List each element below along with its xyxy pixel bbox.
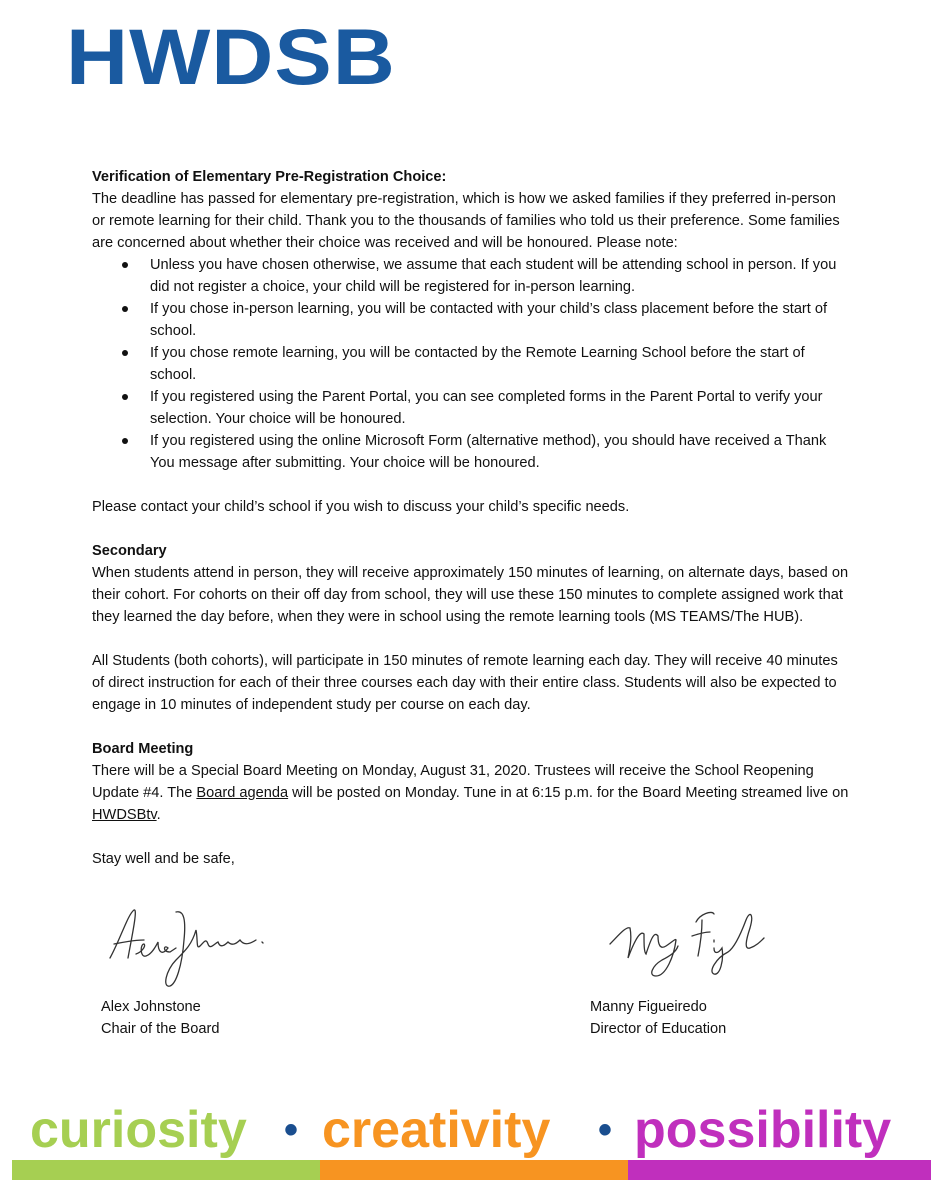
list-item: If you chose remote learning, you will be contacted by the Remote Learning School before the start of school. xyxy=(92,342,852,386)
footer-tagline xyxy=(30,1098,930,1162)
signoff: Stay well and be safe, xyxy=(92,851,235,867)
verification-closing: Please contact your child’s school if you wish to discuss your child’s specific needs. xyxy=(92,499,630,515)
footer-word-curiosity: curiosity xyxy=(30,1101,247,1159)
section-heading-secondary: Secondary xyxy=(92,543,167,559)
section-heading-verification: Verification of Elementary Pre-Registration Choice: xyxy=(92,169,447,185)
list-item: If you registered using the Parent Portal, you can see completed forms in the Parent Portal to verify your selection. Your choice will be honoured. xyxy=(92,386,852,430)
signatory-title: Chair of the Board xyxy=(101,1021,220,1037)
board-text-2: will be posted on Monday. Tune in at 6:15 p.m. for the Board Meeting streamed live on xyxy=(288,785,849,801)
hwdsbtv-link[interactable]: HWDSBtv xyxy=(92,807,157,823)
signatory-left xyxy=(101,996,219,1040)
verification-intro: The deadline has passed for elementary pre-registration, which is how we asked families if they preferred in-person or remote learning for their child. Thank you to the thousands of families who told us their preference. Some families are concerned about whether their choice was received and will be honoured. Please note: xyxy=(92,191,840,251)
board-text-3: . xyxy=(156,807,161,823)
secondary-paragraph-1: When students attend in person, they will receive approximately 150 minutes of learning, on alternate days, based on their cohort. For cohorts on their off day from school, they will use these 150 minutes to complete assigned work that they learned the day before, when they were in school using the remote learning tools (MS TEAMS/The HUB). xyxy=(92,565,849,625)
section-heading-board-meeting: Board Meeting xyxy=(92,741,194,757)
board-text-1: There will be a Special Board Meeting on Monday, August 31, 2020. Trustees will receive the School Reopening Update #4. The xyxy=(92,763,814,801)
footer-bar-green xyxy=(12,1160,320,1180)
footer-bar-purple xyxy=(628,1160,931,1180)
footer-bar-orange xyxy=(320,1160,628,1180)
footer-word-creativity: creativity xyxy=(322,1101,551,1159)
list-item: Unless you have chosen otherwise, we assume that each student will be attending school in person. If you did not register a choice, your child will be registered for in-person learning. xyxy=(92,254,852,298)
board-meeting-paragraph xyxy=(92,760,852,826)
footer-word-possibility: possibility xyxy=(634,1101,892,1159)
signature-manny-figueiredo xyxy=(600,900,780,997)
footer-separator: • xyxy=(598,1108,613,1152)
hwdsb-logo: HWDSB xyxy=(66,13,396,102)
list-item: If you chose in-person learning, you will be contacted with your child’s class placement before the start of school. xyxy=(92,298,852,342)
signature-alex-johnstone xyxy=(100,900,280,997)
footer-separator: • xyxy=(284,1108,299,1152)
signatory-right xyxy=(590,996,726,1040)
list-item: If you registered using the online Microsoft Form (alternative method), you should have received a Thank You message after submitting. Your choice will be honoured. xyxy=(92,430,852,474)
verification-list xyxy=(92,254,852,474)
board-agenda-link[interactable]: Board agenda xyxy=(196,785,289,801)
signatory-title: Director of Education xyxy=(590,1021,727,1037)
signatory-name: Manny Figueiredo xyxy=(590,999,707,1015)
signatory-name: Alex Johnstone xyxy=(101,999,201,1015)
letter-body xyxy=(92,166,852,870)
secondary-paragraph-2: All Students (both cohorts), will participate in 150 minutes of remote learning each day. They will receive 40 minutes of direct instruction for each of their three courses each day with their entire class. Students will also be expected to engage in 10 minutes of independent study per course on each day. xyxy=(92,653,838,713)
